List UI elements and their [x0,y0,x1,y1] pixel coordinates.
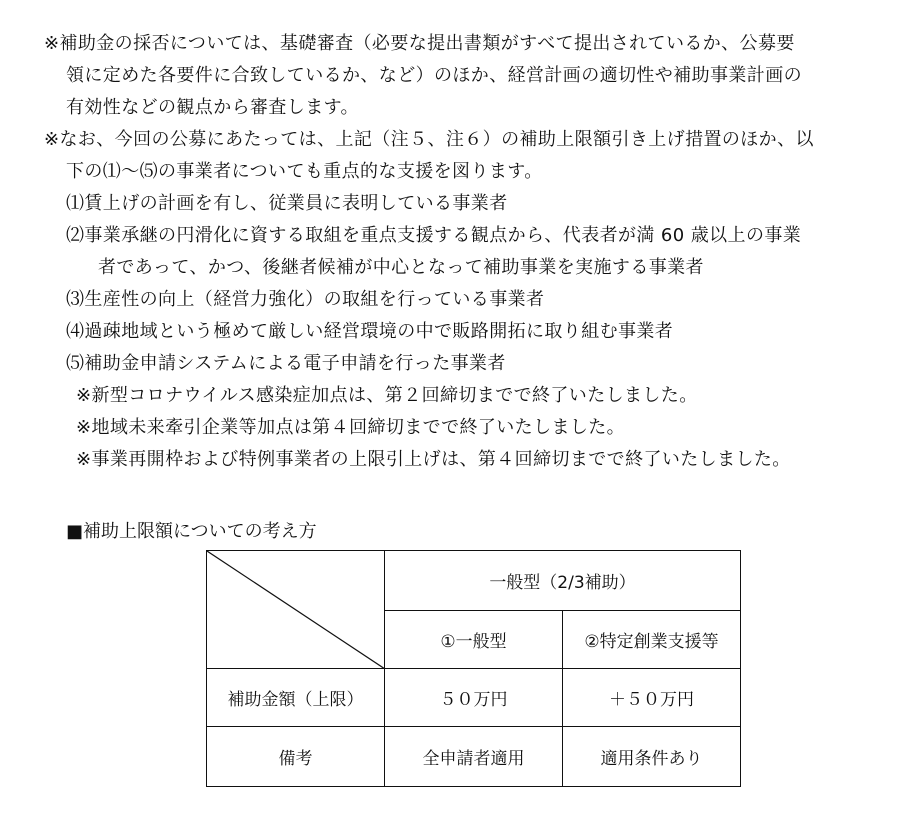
table-cell-amount-specific: ＋５０万円 [563,669,741,727]
table-cell-remarks-specific: 適用条件あり [563,727,741,787]
priority-item-1: ⑴賃上げの計画を有し、従業員に表明している事業者 [66,193,508,214]
note-priority-line-1: ※なお、今回の公募にあたっては、上記（注５、注６）の補助上限額引き上げ措置のほか、以 [44,129,814,150]
table-group-header: 一般型（2/3補助） [385,551,741,611]
sub-note-restart: ※事業再開枠および特例事業者の上限引上げは、第４回締切までで終了いたしました。 [76,449,791,470]
priority-item-2-continued: 者であって、かつ、後継者候補が中心となって補助事業を実施する事業者 [98,257,704,278]
subsidy-limit-table [206,550,741,787]
sub-note-regional: ※地域未来牽引企業等加点は第４回締切までで終了いたしました。 [76,417,626,438]
table-row-label-amount: 補助金額（上限） [207,669,385,727]
diagonal-line [207,551,385,669]
note-screening-line-1: ※補助金の採否については、基礎審査（必要な提出書類がすべて提出されているか、公募要 [44,33,795,54]
note-screening-line-2: 領に定めた各要件に合致しているか、など）のほか、経営計画の適切性や補助事業計画の [66,65,802,86]
table-cell-remarks-general: 全申請者適用 [385,727,563,787]
priority-item-3: ⑶生産性の向上（経営力強化）の取組を行っている事業者 [66,289,545,310]
section-heading: ■補助上限額についての考え方 [66,521,317,542]
sub-note-covid: ※新型コロナウイルス感染症加点は、第２回締切までで終了いたしました。 [76,385,698,406]
priority-item-5: ⑸補助金申請システムによる電子申請を行った事業者 [66,353,506,374]
table-col-general: ①一般型 [385,611,563,669]
table-cell-amount-general: ５０万円 [385,669,563,727]
priority-item-4: ⑷過疎地域という極めて厳しい経営環境の中で販路開拓に取り組む事業者 [66,321,674,342]
note-screening-line-3: 有効性などの観点から審査します。 [66,97,359,118]
table-row-label-remarks: 備考 [207,727,385,787]
table-corner-cell [207,551,385,669]
note-priority-line-2: 下の⑴～⑸の事業者についても重点的な支援を図ります。 [66,161,543,182]
priority-item-2: ⑵事業承継の円滑化に資する取組を重点支援する観点から、代表者が満 60 歳以上の事業 [66,225,802,246]
table-col-specific-startup: ②特定創業支援等 [563,611,741,669]
